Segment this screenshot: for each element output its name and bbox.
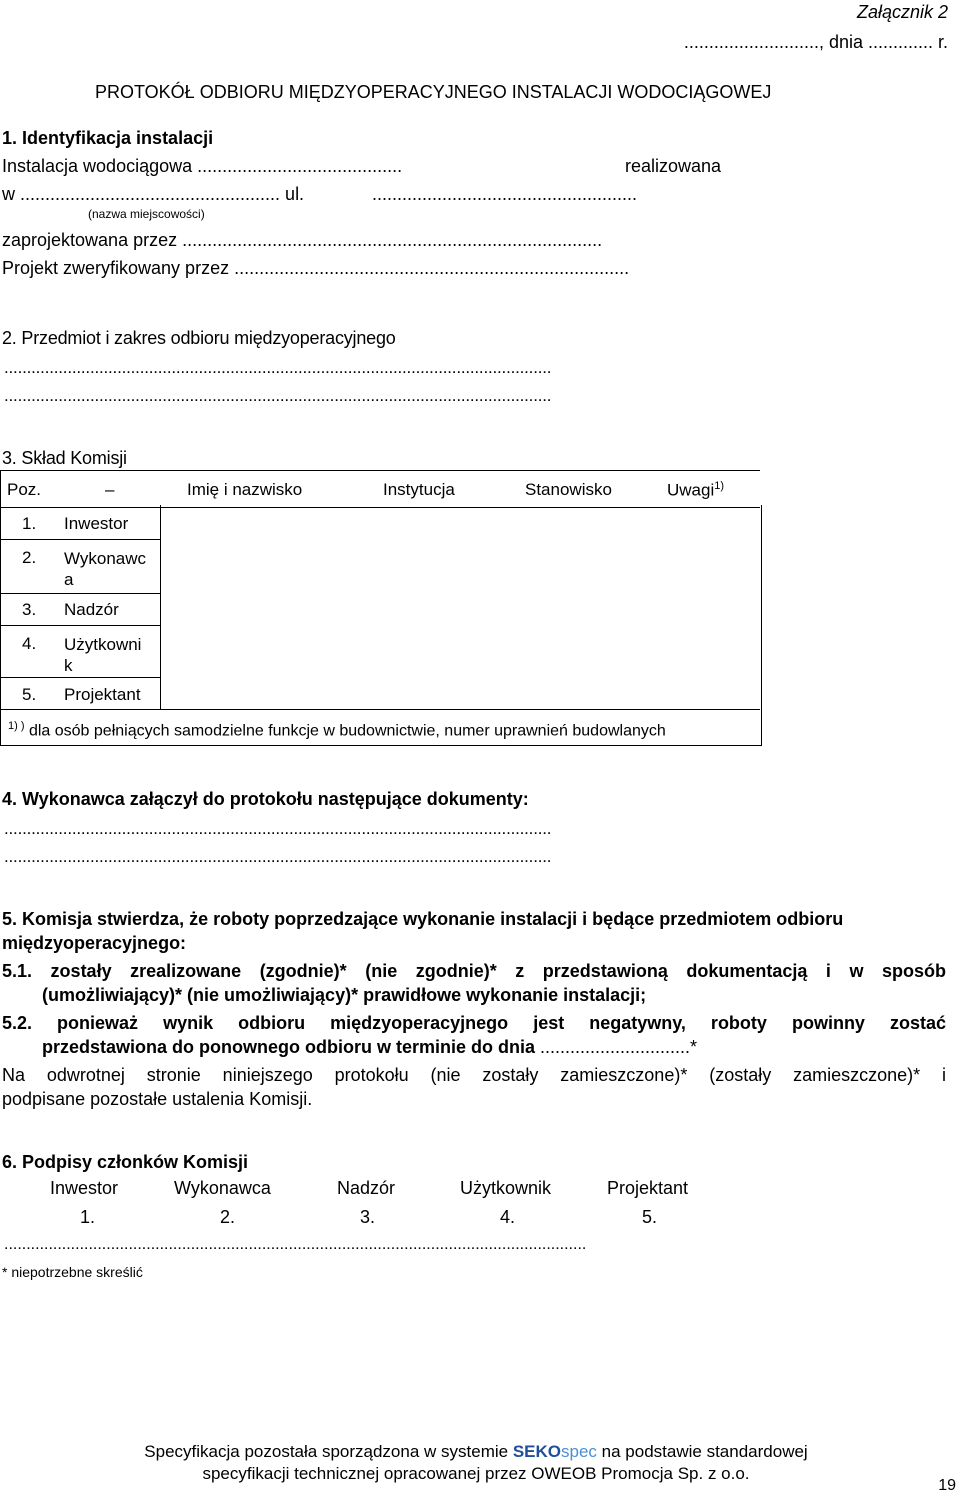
footer-line-2: specyfikacji technicznej opracowanej przez OWEOB Promocja Sp. z o.o.: [202, 1464, 750, 1483]
table-footnote: $^{1) )}$ dla osób pełniących samodzielne funkcje w budownictwie, numer uprawnień budowlanych: [8, 720, 666, 740]
sign-role-supervision: Nadzór: [337, 1178, 396, 1198]
section4-dots-2: .........................................................................................................................: [4, 847, 552, 866]
sign-number-5: 5.: [642, 1207, 658, 1227]
sign-number-2: 2.: [220, 1207, 236, 1227]
section2-dots-2: .........................................................................................................................: [4, 386, 552, 405]
table-row: 1.: [22, 514, 37, 533]
place-caption: (nazwa miejscowości): [88, 207, 205, 221]
role-contractor: Wykonawc a: [64, 549, 147, 589]
section3-heading: 3. Skład Komisji: [2, 448, 127, 468]
sekospec-logo: SEKOspec: [512, 1442, 597, 1461]
committee-header-row: [1, 471, 761, 508]
col-position: Stanowisko: [525, 480, 612, 499]
date-line: ..........................., dnia ............. r.: [683, 32, 948, 52]
table-row: 5.: [22, 685, 37, 704]
col-name: Imię i nazwisko: [187, 480, 303, 499]
table-row: 2.: [22, 548, 37, 567]
section4-dots-1: .........................................................................................................................: [4, 819, 552, 838]
point-5-2-cont: przedstawiona do ponownego odbioru w terminie do dnia ..............................*: [42, 1037, 698, 1057]
point-5-2: 5.2. ponieważ wynik odbioru międzyoperacyjnego jest negatywny, roboty powinny zostać: [2, 1013, 946, 1033]
sign-number-1: 1.: [80, 1207, 96, 1227]
sign-role-designer: Projektant: [607, 1178, 689, 1198]
verified-by-line: Projekt zweryfikowany przez ...............................................................................: [2, 258, 630, 278]
point-5-1-cont: (umożliwiający)* (nie umożliwiający)* prawidłowe wykonanie instalacji;: [42, 985, 647, 1005]
col-institution: Instytucja: [383, 480, 455, 499]
section5-heading-cont: międzyoperacyjnego:: [2, 933, 187, 953]
section4-heading: 4. Wykonawca załączył do protokołu następujące dokumenty:: [2, 789, 529, 809]
point-5-1: 5.1. zostały zrealizowane (zgodnie)* (nie zgodnie)* z przedstawioną dokumentacją i w sposób: [2, 961, 946, 981]
document-title: PROTOKÓŁ ODBIORU MIĘDZYOPERACYJNEGO INSTALACJI WODOCIĄGOWEJ: [95, 82, 772, 102]
role-supervision: Nadzór: [64, 600, 119, 619]
installation-line: Instalacja wodociągowa .........................................: [2, 156, 403, 176]
reverse-note-cont: podpisane pozostałe ustalenia Komisji.: [2, 1089, 313, 1109]
section2-dots-1: .........................................................................................................................: [4, 358, 552, 377]
section6-heading: 6. Podpisy członków Komisji: [2, 1152, 249, 1172]
street-dots: .....................................................: [372, 184, 638, 204]
designed-by-line: zaprojektowana przez ....................................................................................: [2, 230, 603, 250]
committee-table: [0, 470, 760, 508]
sign-role-investor: Inwestor: [50, 1178, 119, 1198]
sign-number-3: 3.: [360, 1207, 376, 1227]
footer-line-1: Specyfikacja pozostała sporządzona w systemie SEKOspec na podstawie standardowej: [144, 1442, 808, 1461]
section2-heading: 2. Przedmiot i zakres odbioru międzyoperacyjnego: [2, 328, 396, 348]
table-row: 3.: [22, 600, 37, 619]
section5-heading: 5. Komisja stwierdza, że roboty poprzedzające wykonanie instalacji i będące przedmiotem odbioru: [2, 909, 844, 929]
sign-role-contractor: Wykonawca: [174, 1178, 271, 1198]
col-notes: Uwagi$^{1)}$: [667, 480, 725, 500]
section1-heading: 1. Identyfikacja instalacji: [2, 128, 214, 148]
sign-role-user: Użytkownik: [460, 1178, 552, 1198]
signature-dots: ...................................................................................................................................: [4, 1236, 587, 1253]
role-investor: Inwestor: [64, 514, 129, 533]
reverse-note: Na odwrotnej stronie niniejszego protokołu (nie zostały zamieszczone)* (zostały zamieszczone)* i: [2, 1065, 946, 1085]
location-line: w .................................................... ul.: [2, 184, 305, 204]
strike-footnote: * niepotrzebne skreślić: [2, 1264, 143, 1280]
col-dash: –: [105, 480, 115, 499]
role-designer: Projektant: [64, 685, 141, 704]
table-row: 4.: [22, 634, 37, 653]
col-poz: Poz.: [7, 480, 42, 499]
role-user: Użytkowni k: [64, 635, 142, 675]
page-number: 19: [938, 1477, 956, 1494]
sign-number-4: 4.: [500, 1207, 516, 1227]
attachment-label: Załącznik 2: [856, 2, 948, 22]
realized-label: realizowana: [625, 156, 722, 176]
